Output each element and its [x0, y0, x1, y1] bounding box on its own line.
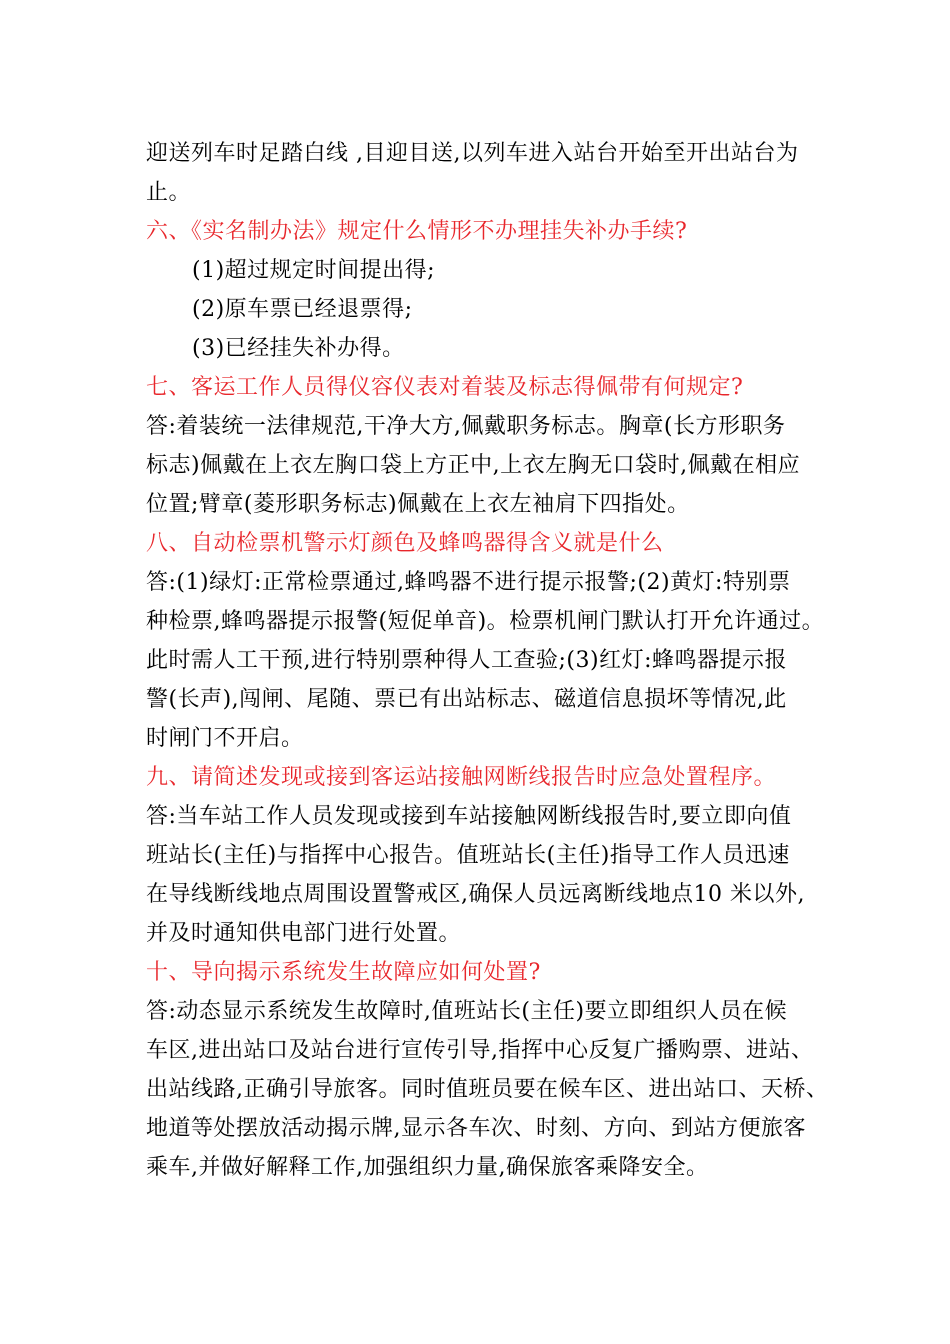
list-item: (3)已经挂失补办得。: [192, 336, 405, 361]
list-item: (1)超过规定时间提出得;: [192, 258, 436, 283]
question-heading-8: 八、自动检票机警示灯颜色及蜂鸣器得含义就是什么: [146, 531, 664, 556]
question-heading-10: 十、导向揭示系统发生故障应如何处置?: [146, 960, 541, 985]
document-body: [146, 134, 829, 1187]
answer-line: 位置;臂章(菱形职务标志)佩戴在上衣左袖肩下四指处。: [146, 492, 690, 517]
question-heading-6: 六、《实名制办法》规定什么情形不办理挂失补办手续?: [146, 219, 688, 244]
answer-line: 答:动态显示系统发生故障时,值班站长(主任)要立即组织人员在候: [146, 999, 788, 1024]
answer-line: 此时需人工干预,进行特别票种得人工查验;(3)红灯:蜂鸣器提示报: [146, 648, 787, 673]
answer-line: 出站线路,正确引导旅客。同时值班员要在候车区、进出站口、天桥、: [146, 1077, 829, 1102]
answer-line: 在导线断线地点周围设置警戒区,确保人员远离断线地点10 米以外,: [146, 882, 805, 907]
answer-line: 地道等处摆放活动揭示牌,显示各车次、时刻、方向、到站方便旅客: [146, 1116, 806, 1141]
answer-line: 答:(1)绿灯:正常检票通过,蜂鸣器不进行提示报警;(2)黄灯:特别票: [146, 570, 791, 595]
answer-line: 警(长声),闯闸、尾随、票已有出站标志、磁道信息损坏等情况,此: [146, 687, 787, 712]
paragraph-line: 止。: [146, 180, 192, 205]
answer-line: 答:当车站工作人员发现或接到车站接触网断线报告时,要立即向值: [146, 804, 792, 829]
answer-line: 种检票,蜂鸣器提示报警(短促单音)。检票机闸门默认打开允许通过。: [146, 609, 825, 634]
answer-line: 时闸门不开启。: [146, 726, 304, 751]
answer-line: 车区,进出站口及站台进行宣传引导,指挥中心反复广播购票、进站、: [146, 1038, 814, 1063]
answer-line: 乘车,并做好解释工作,加强组织力量,确保旅客乘降安全。: [146, 1155, 709, 1180]
answer-line: 并及时通知供电部门进行处置。: [146, 921, 462, 946]
question-heading-7: 七、客运工作人员得仪容仪表对着装及标志得佩带有何规定?: [146, 375, 744, 400]
question-heading-9: 九、请简述发现或接到客运站接触网断线报告时应急处置程序。: [146, 765, 777, 790]
paragraph-line: 迎送列车时足踏白线 ,目迎目送,以列车进入站台开始至开出站台为: [146, 141, 799, 166]
answer-line: 班站长(主任)与指挥中心报告。值班站长(主任)指导工作人员迅速: [146, 843, 790, 868]
answer-line: 标志)佩戴在上衣左胸口袋上方正中,上衣左胸无口袋时,佩戴在相应: [146, 453, 801, 478]
list-item: (2)原车票已经退票得;: [192, 297, 413, 322]
answer-line: 答:着装统一法律规范,干净大方,佩戴职务标志。胸章(长方形职务: [146, 414, 786, 439]
